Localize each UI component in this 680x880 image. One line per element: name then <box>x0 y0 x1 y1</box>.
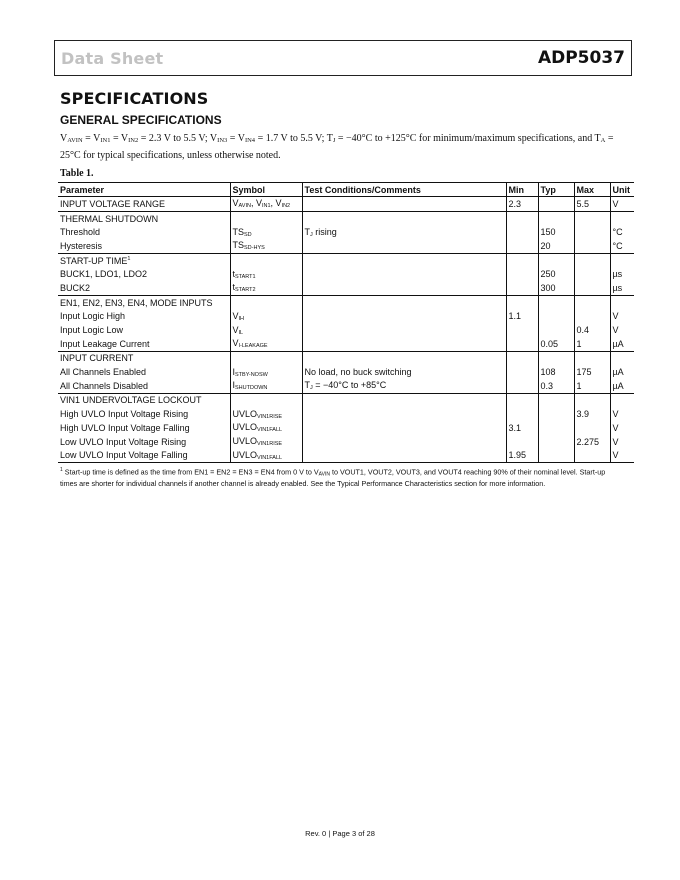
cell-conditions <box>302 448 506 462</box>
cell-max <box>574 281 610 295</box>
table-row <box>58 337 634 351</box>
cell-unit: µs <box>610 281 634 295</box>
cell-conditions <box>302 407 506 421</box>
table-row <box>58 197 634 212</box>
cell-conditions <box>302 435 506 449</box>
cell-conditions <box>302 295 506 309</box>
cell-max <box>574 295 610 309</box>
col-header-conditions: Test Conditions/Comments <box>302 183 506 197</box>
table-row <box>58 379 634 393</box>
cell-parameter: VIN1 UNDERVOLTAGE LOCKOUT <box>60 395 202 406</box>
cell-conditions <box>302 239 506 253</box>
cell-symbol: UVLOVIN1RISE <box>230 407 302 421</box>
cell-parameter: All Channels Enabled <box>60 367 147 378</box>
cell-min: 3.1 <box>506 421 538 435</box>
table-row <box>58 281 634 295</box>
cell-typ: 20 <box>538 239 574 253</box>
cell-symbol <box>230 253 302 267</box>
col-header-parameter: Parameter <box>58 183 230 197</box>
cell-unit: V <box>610 197 634 212</box>
cell-conditions <box>302 253 506 267</box>
cell-min <box>506 253 538 267</box>
cell-parameter: BUCK1, LDO1, LDO2 <box>60 269 148 280</box>
cell-conditions <box>302 267 506 281</box>
col-header-symbol: Symbol <box>230 183 302 197</box>
cell-min <box>506 407 538 421</box>
cell-conditions: TJ rising <box>302 225 506 239</box>
cell-min: 1.95 <box>506 448 538 462</box>
table-row <box>58 211 634 225</box>
cell-typ <box>538 351 574 365</box>
cell-symbol: VIL <box>230 323 302 337</box>
cell-typ: 250 <box>538 267 574 281</box>
cell-parameter: START-UP TIME$^1$ <box>60 255 131 266</box>
cell-max <box>574 267 610 281</box>
cell-symbol <box>230 211 302 225</box>
cell-parameter: Input Logic Low <box>60 325 124 336</box>
table-row <box>58 421 634 435</box>
cell-parameter: INPUT CURRENT <box>60 353 134 364</box>
cell-min <box>506 281 538 295</box>
cell-conditions <box>302 337 506 351</box>
cell-symbol: TSSD-HYS <box>230 239 302 253</box>
cell-max: 2.275 <box>574 435 610 449</box>
cell-max <box>574 448 610 462</box>
cell-parameter: All Channels Disabled <box>58 379 230 393</box>
cell-min <box>506 225 538 239</box>
cell-max: 5.5 <box>574 197 610 212</box>
cell-typ <box>538 421 574 435</box>
table-row <box>58 239 634 253</box>
cell-parameter: Threshold <box>60 227 101 238</box>
cell-symbol: ISTBY-NOSW <box>230 365 302 379</box>
table-row <box>58 225 634 239</box>
cell-unit: °C <box>610 239 634 253</box>
cell-max <box>574 351 610 365</box>
section-title: SPECIFICATIONS <box>60 89 209 108</box>
cell-symbol: TSSD <box>230 225 302 239</box>
cell-parameter: Hysteresis <box>58 239 230 253</box>
table-row <box>58 323 634 337</box>
cell-unit: V <box>610 435 634 449</box>
cell-min <box>506 351 538 365</box>
cell-typ: 0.3 <box>538 379 574 393</box>
cell-max <box>574 421 610 435</box>
cell-max: 1 <box>574 379 610 393</box>
cell-unit <box>610 393 634 407</box>
cell-symbol <box>230 351 302 365</box>
cell-parameter: BUCK2 <box>58 281 230 295</box>
table-caption: Table 1. <box>60 168 94 179</box>
cell-max <box>574 253 610 267</box>
cell-typ: 108 <box>538 365 574 379</box>
cell-min <box>506 393 538 407</box>
table-header-row <box>58 183 634 197</box>
cell-parameter: Input Logic High <box>60 311 126 322</box>
cell-symbol: VI-LEAKAGE <box>230 337 302 351</box>
col-header-max: Max <box>574 183 610 197</box>
cell-typ <box>538 253 574 267</box>
cell-unit <box>610 295 634 309</box>
cell-unit: V <box>610 407 634 421</box>
cell-min <box>506 337 538 351</box>
cell-symbol: VIH <box>230 310 302 324</box>
cell-max: 175 <box>574 365 610 379</box>
cell-conditions <box>302 310 506 324</box>
footnote: $^1$ Start-up time is defined as the time from EN1 = EN2 = EN3 = EN4 from 0 V to VAVIN to VOUT1, VOUT2, VOUT3, and VOUT4 reaching 90% of their nominal level. Start-up times are shorter for individual channels if another channel is already enabled. See the Typical Performance Characteristics section for more information. <box>60 467 606 489</box>
page-footer: Rev. 0 | Page 3 of 28 <box>305 829 375 838</box>
cell-min <box>506 267 538 281</box>
table-row <box>58 253 634 267</box>
cell-conditions <box>302 421 506 435</box>
header-part-number: ADP5037 <box>537 48 625 68</box>
cell-min <box>506 295 538 309</box>
cell-max <box>574 393 610 407</box>
specifications-table <box>58 182 634 463</box>
cell-conditions <box>302 351 506 365</box>
conditions-text: $V_{AVIN} = V_{IN1} = V_{IN2} = 2.3$ V to 5.5 V; $V_{IN3} = V_{IN4} = 1.7$ V to 5.5 V; $T_J = -40^\circ C$ to +125°C for minimum/maximum specifications, and $T_A$ = 25°C for typical specifications, unless otherwise noted. <box>60 133 614 161</box>
cell-parameter: INPUT VOLTAGE RANGE <box>58 197 230 212</box>
table-row <box>58 310 634 324</box>
cell-typ: 0.05 <box>538 337 574 351</box>
cell-conditions: TJ = −40°C to +85°C <box>302 379 506 393</box>
cell-max <box>574 239 610 253</box>
page-header <box>54 40 632 76</box>
cell-parameter: THERMAL SHUTDOWN <box>60 213 159 224</box>
cell-parameter: High UVLO Input Voltage Falling <box>60 422 190 433</box>
cell-parameter: Low UVLO Input Voltage Rising <box>60 436 187 447</box>
cell-min <box>506 435 538 449</box>
cell-unit: µs <box>610 267 634 281</box>
cell-symbol: tSTART2 <box>230 281 302 295</box>
cell-unit: µA <box>610 379 634 393</box>
cell-symbol: VAVIN, VIN1, VIN2 <box>230 197 302 212</box>
cell-unit <box>610 351 634 365</box>
cell-min <box>506 211 538 225</box>
cell-min <box>506 239 538 253</box>
cell-parameter: Input Leakage Current <box>58 337 230 351</box>
cell-symbol: tSTART1 <box>230 267 302 281</box>
table-row <box>58 448 634 462</box>
cell-parameter: Low UVLO Input Voltage Falling <box>58 448 230 462</box>
cell-unit: V <box>610 448 634 462</box>
cell-typ <box>538 295 574 309</box>
header-doc-type: Data Sheet <box>61 49 164 68</box>
cell-unit <box>610 211 634 225</box>
cell-typ: 150 <box>538 225 574 239</box>
cell-unit: µA <box>610 365 634 379</box>
cell-symbol <box>230 393 302 407</box>
col-header-min: Min <box>506 183 538 197</box>
table-row <box>58 435 634 449</box>
cell-conditions <box>302 211 506 225</box>
cell-max: 1 <box>574 337 610 351</box>
cell-conditions <box>302 393 506 407</box>
cell-typ <box>538 407 574 421</box>
cell-conditions <box>302 323 506 337</box>
cell-symbol: UVLOVIN1FALL <box>230 421 302 435</box>
cell-min: 1.1 <box>506 310 538 324</box>
table-row <box>58 267 634 281</box>
table-row <box>58 351 634 365</box>
cell-conditions <box>302 197 506 212</box>
cell-unit: µA <box>610 337 634 351</box>
cell-typ <box>538 448 574 462</box>
cell-conditions: No load, no buck switching <box>302 365 506 379</box>
cell-conditions <box>302 281 506 295</box>
cell-symbol: UVLOVIN1RISE <box>230 435 302 449</box>
table-row <box>58 295 634 309</box>
cell-unit: °C <box>610 225 634 239</box>
cell-parameter: EN1, EN2, EN3, EN4, MODE INPUTS <box>60 297 213 308</box>
table-row <box>58 393 634 407</box>
cell-symbol: UVLOVIN1FALL <box>230 448 302 462</box>
cell-max <box>574 310 610 324</box>
cell-max <box>574 211 610 225</box>
cell-unit <box>610 253 634 267</box>
cell-max: 0.4 <box>574 323 610 337</box>
cell-parameter: High UVLO Input Voltage Rising <box>60 409 189 420</box>
col-header-typ: Typ <box>538 183 574 197</box>
cell-unit: V <box>610 421 634 435</box>
cell-symbol: ISHUTDOWN <box>230 379 302 393</box>
cell-typ: 300 <box>538 281 574 295</box>
cell-symbol <box>230 295 302 309</box>
cell-min <box>506 365 538 379</box>
cell-min <box>506 323 538 337</box>
cell-typ <box>538 211 574 225</box>
col-header-unit: Unit <box>610 183 634 197</box>
cell-typ <box>538 393 574 407</box>
cell-unit: V <box>610 323 634 337</box>
cell-min: 2.3 <box>506 197 538 212</box>
cell-max: 3.9 <box>574 407 610 421</box>
cell-typ <box>538 310 574 324</box>
table-row <box>58 365 634 379</box>
table-row <box>58 407 634 421</box>
cell-max <box>574 225 610 239</box>
cell-typ <box>538 435 574 449</box>
cell-typ <box>538 197 574 212</box>
cell-min <box>506 379 538 393</box>
subsection-title: GENERAL SPECIFICATIONS <box>60 113 222 127</box>
cell-typ <box>538 323 574 337</box>
cell-unit: V <box>610 310 634 324</box>
